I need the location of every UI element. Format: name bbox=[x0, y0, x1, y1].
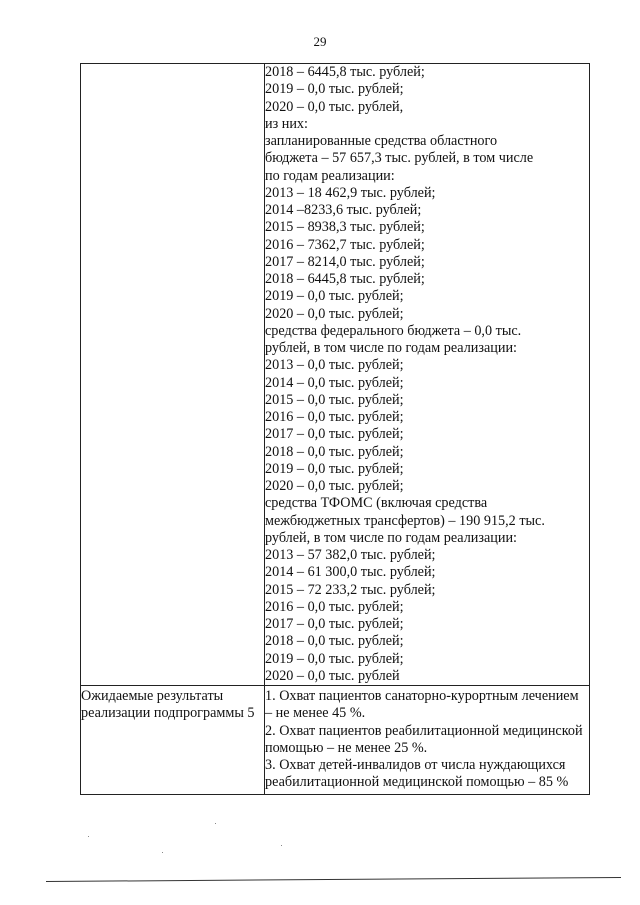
funding-line: 2016 – 0,0 тыс. рублей; bbox=[265, 409, 404, 425]
funding-label-cell bbox=[81, 64, 265, 686]
funding-line: 2019 – 0,0 тыс. рублей; bbox=[265, 81, 404, 98]
funding-line: 2015 – 72 233,2 тыс. рублей; bbox=[265, 581, 436, 598]
program-table bbox=[80, 63, 590, 795]
funding-line: 2014 – 0,0 тыс. рублей; bbox=[265, 374, 404, 391]
funding-line: рублей, в том числе по годам реализации: bbox=[265, 529, 517, 546]
funding-line: рублей, в том числе по годам реализации: bbox=[265, 340, 517, 356]
funding-line: 2018 – 6445,8 тыс. рублей; bbox=[265, 64, 425, 80]
funding-line: 2013 – 57 382,0 тыс. рублей; bbox=[265, 547, 436, 563]
funding-line: 2015 – 8938,3 тыс. рублей; bbox=[265, 219, 425, 236]
scan-artifact bbox=[281, 845, 282, 846]
funding-row bbox=[81, 64, 590, 686]
funding-line: 2017 – 0,0 тыс. рублей; bbox=[265, 616, 404, 632]
result-item-3: 3. Охват детей-инвалидов от числа нуждающихся реабилитационной медицинской помощью – 85 % bbox=[265, 757, 569, 791]
funding-line: средства ТФОМС (включая средства bbox=[265, 495, 488, 512]
funding-line: 2014 – 61 300,0 тыс. рублей; bbox=[265, 564, 436, 581]
funding-line: 2016 – 7362,7 тыс. рублей; bbox=[265, 236, 425, 253]
result-item-1: 1. Охват пациентов санаторно-курортным лечением – не менее 45 %. bbox=[265, 688, 579, 722]
funding-line: запланированные средства областного bbox=[265, 133, 498, 149]
funding-line: 2016 – 0,0 тыс. рублей; bbox=[265, 598, 404, 615]
funding-line: 2019 – 0,0 тыс. рублей; bbox=[265, 460, 404, 477]
scan-artifact bbox=[215, 823, 216, 824]
funding-line: 2013 – 18 462,9 тыс. рублей; bbox=[265, 184, 436, 201]
scan-artifact bbox=[162, 852, 163, 853]
funding-line: 2017 – 8214,0 тыс. рублей; bbox=[265, 253, 425, 270]
funding-line: 2020 – 0,0 тыс. рублей; bbox=[265, 305, 404, 322]
funding-line: 2014 –8233,6 тыс. рублей; bbox=[265, 202, 422, 218]
footer-rule bbox=[46, 877, 621, 882]
funding-line: 2020 – 0,0 тыс. рублей; bbox=[265, 478, 404, 494]
page-number: 29 bbox=[313, 34, 327, 49]
funding-line: межбюджетных трансфертов) – 190 915,2 тыс. bbox=[265, 512, 545, 529]
expected-results-list bbox=[265, 686, 590, 795]
funding-line: 2017 – 0,0 тыс. рублей; bbox=[265, 426, 404, 443]
expected-results-row bbox=[81, 686, 590, 795]
funding-line: 2018 – 0,0 тыс. рублей; bbox=[265, 633, 404, 650]
funding-line: из них: bbox=[265, 115, 308, 132]
funding-line: 2019 – 0,0 тыс. рублей; bbox=[265, 288, 404, 305]
funding-line: 2020 – 0,0 тыс. рублей bbox=[265, 667, 400, 684]
funding-line: 2018 – 6445,8 тыс. рублей; bbox=[265, 271, 425, 287]
scan-artifact bbox=[88, 836, 89, 837]
expected-results-label: Ожидаемые результаты реализации подпрограммы 5 bbox=[81, 686, 265, 795]
funding-line: 2018 – 0,0 тыс. рублей; bbox=[265, 443, 404, 460]
funding-line: 2019 – 0,0 тыс. рублей; bbox=[265, 650, 404, 667]
funding-line: средства федерального бюджета – 0,0 тыс. bbox=[265, 322, 522, 339]
funding-line: 2015 – 0,0 тыс. рублей; bbox=[265, 391, 404, 408]
funding-line: по годам реализации: bbox=[265, 167, 395, 184]
funding-line: 2013 – 0,0 тыс. рублей; bbox=[265, 357, 404, 374]
funding-line: 2020 – 0,0 тыс. рублей, bbox=[265, 98, 404, 115]
result-item-2: 2. Охват пациентов реабилитационной медицинской помощью – не менее 25 %. bbox=[265, 722, 583, 756]
funding-details-cell bbox=[265, 64, 590, 686]
funding-line: бюджета – 57 657,3 тыс. рублей, в том числе bbox=[265, 150, 534, 167]
